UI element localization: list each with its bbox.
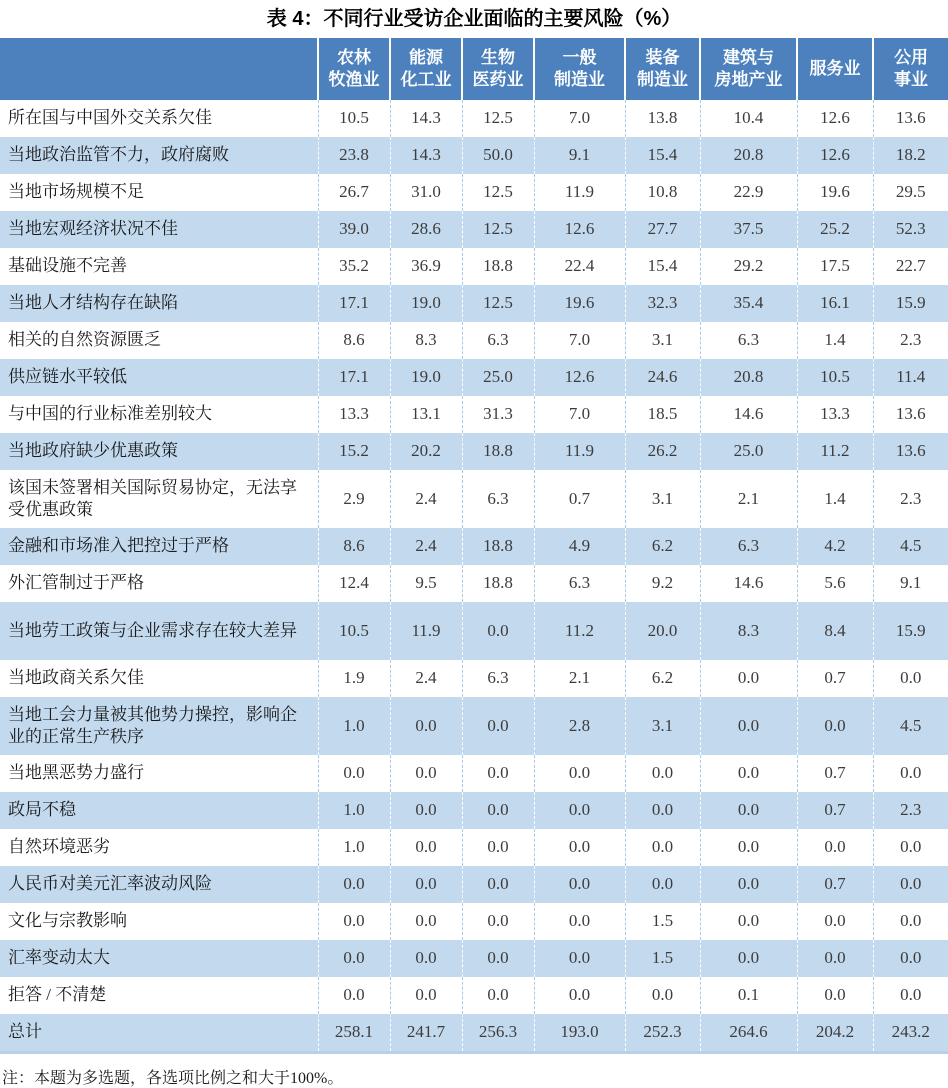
value-cell: 3.1	[625, 697, 700, 755]
value-cell: 35.2	[318, 248, 390, 285]
value-cell: 252.3	[625, 1014, 700, 1053]
value-cell: 0.0	[390, 697, 462, 755]
value-cell: 4.5	[873, 697, 948, 755]
value-cell: 25.0	[462, 359, 534, 396]
column-header-line: 医药业	[472, 70, 524, 89]
value-cell: 32.3	[625, 285, 700, 322]
data-row	[0, 660, 948, 697]
row-label: 当地工会力量被其他势力操控，影响企业的正常生产秩序	[8, 704, 297, 746]
value-cell: 1.0	[318, 829, 390, 866]
row-label: 汇率变动太大	[8, 948, 110, 968]
value-cell: 0.7	[797, 866, 873, 903]
value-cell: 18.8	[462, 565, 534, 602]
value-cell: 3.1	[625, 470, 700, 528]
value-cell: 6.3	[462, 660, 534, 697]
value-cell: 6.3	[462, 322, 534, 359]
value-cell: 14.3	[390, 100, 462, 137]
data-row	[0, 903, 948, 940]
value-cell: 9.1	[534, 137, 625, 174]
value-cell: 0.7	[534, 470, 625, 528]
value-cell: 204.2	[797, 1014, 873, 1053]
footnote: 注：本题为多选题，各选项比例之和大于100%。	[2, 1070, 344, 1087]
value-cell: 0.0	[462, 977, 534, 1014]
value-cell: 2.3	[873, 792, 948, 829]
value-cell: 26.7	[318, 174, 390, 211]
row-label: 外汇管制过于严格	[8, 573, 144, 593]
value-cell: 0.0	[462, 755, 534, 792]
value-cell: 2.4	[390, 528, 462, 565]
value-cell: 25.2	[797, 211, 873, 248]
value-cell: 12.5	[462, 211, 534, 248]
value-cell: 3.1	[625, 322, 700, 359]
value-cell: 1.0	[318, 697, 390, 755]
column-header-line: 事业	[894, 70, 928, 89]
value-cell: 0.0	[462, 697, 534, 755]
value-cell: 4.5	[873, 528, 948, 565]
value-cell: 12.5	[462, 174, 534, 211]
row-label-column-header	[0, 38, 318, 100]
value-cell: 0.0	[318, 903, 390, 940]
value-cell: 12.6	[797, 100, 873, 137]
value-cell: 1.4	[797, 322, 873, 359]
data-row	[0, 359, 948, 396]
value-cell: 0.0	[625, 977, 700, 1014]
value-cell: 39.0	[318, 211, 390, 248]
value-cell: 264.6	[700, 1014, 797, 1053]
value-cell: 17.1	[318, 285, 390, 322]
column-header	[534, 38, 625, 100]
value-cell: 27.7	[625, 211, 700, 248]
value-cell: 0.0	[873, 903, 948, 940]
value-cell: 0.0	[318, 977, 390, 1014]
value-cell: 0.0	[318, 940, 390, 977]
value-cell: 193.0	[534, 1014, 625, 1053]
value-cell: 256.3	[462, 1014, 534, 1053]
value-cell: 0.0	[873, 660, 948, 697]
value-cell: 0.7	[797, 660, 873, 697]
column-header-line: 化工业	[400, 70, 452, 89]
data-row	[0, 285, 948, 322]
value-cell: 0.7	[797, 755, 873, 792]
value-cell: 0.0	[390, 792, 462, 829]
value-cell: 13.8	[625, 100, 700, 137]
value-cell: 11.9	[390, 602, 462, 660]
data-row	[0, 433, 948, 470]
value-cell: 1.9	[318, 660, 390, 697]
value-cell: 14.6	[700, 396, 797, 433]
value-cell: 0.0	[390, 903, 462, 940]
value-cell: 0.0	[534, 755, 625, 792]
value-cell: 1.0	[318, 792, 390, 829]
value-cell: 18.5	[625, 396, 700, 433]
value-cell: 258.1	[318, 1014, 390, 1053]
value-cell: 0.0	[625, 755, 700, 792]
row-label: 当地政商关系欠佳	[8, 668, 144, 688]
column-header-line: 制造业	[554, 70, 605, 89]
value-cell: 13.3	[797, 396, 873, 433]
data-row	[0, 755, 948, 792]
column-header-line: 制造业	[637, 70, 688, 89]
value-cell: 24.6	[625, 359, 700, 396]
value-cell: 0.0	[390, 866, 462, 903]
value-cell: 2.9	[318, 470, 390, 528]
data-row	[0, 565, 948, 602]
value-cell: 2.1	[534, 660, 625, 697]
value-cell: 19.0	[390, 285, 462, 322]
value-cell: 1.5	[625, 940, 700, 977]
value-cell: 9.1	[873, 565, 948, 602]
value-cell: 5.6	[797, 565, 873, 602]
value-cell: 0.1	[700, 977, 797, 1014]
value-cell: 25.0	[700, 433, 797, 470]
value-cell: 35.4	[700, 285, 797, 322]
row-label: 当地政治监管不力，政府腐败	[8, 145, 229, 165]
value-cell: 9.2	[625, 565, 700, 602]
value-cell: 6.3	[700, 528, 797, 565]
value-cell: 4.9	[534, 528, 625, 565]
value-cell: 15.9	[873, 602, 948, 660]
value-cell: 0.0	[462, 903, 534, 940]
value-cell: 0.0	[534, 792, 625, 829]
column-header	[625, 38, 700, 100]
data-row	[0, 174, 948, 211]
row-label: 拒答 / 不清楚	[8, 985, 107, 1005]
data-row	[0, 211, 948, 248]
value-cell: 28.6	[390, 211, 462, 248]
value-cell: 0.0	[318, 755, 390, 792]
value-cell: 2.3	[873, 322, 948, 359]
value-cell: 0.0	[797, 977, 873, 1014]
value-cell: 12.6	[534, 359, 625, 396]
value-cell: 16.1	[797, 285, 873, 322]
table-header	[0, 38, 948, 100]
row-label: 自然环境恶劣	[8, 837, 110, 857]
value-cell: 11.9	[534, 433, 625, 470]
row-label: 当地宏观经济状况不佳	[8, 219, 178, 239]
column-header-line: 装备	[645, 47, 680, 67]
value-cell: 2.1	[700, 470, 797, 528]
row-label: 相关的自然资源匮乏	[8, 330, 161, 350]
value-cell: 15.9	[873, 285, 948, 322]
value-cell: 0.0	[625, 792, 700, 829]
value-cell: 10.5	[318, 100, 390, 137]
value-cell: 11.9	[534, 174, 625, 211]
value-cell: 13.6	[873, 433, 948, 470]
column-header	[797, 38, 873, 100]
column-header-line: 建筑与	[723, 47, 774, 67]
value-cell: 10.5	[318, 602, 390, 660]
value-cell: 0.0	[700, 660, 797, 697]
value-cell: 0.0	[873, 755, 948, 792]
column-header-line: 生物	[481, 47, 515, 67]
value-cell: 15.4	[625, 137, 700, 174]
value-cell: 1.4	[797, 470, 873, 528]
value-cell: 0.7	[797, 792, 873, 829]
value-cell: 4.2	[797, 528, 873, 565]
value-cell: 13.6	[873, 396, 948, 433]
table-body	[0, 100, 948, 1053]
value-cell: 17.1	[318, 359, 390, 396]
value-cell: 20.8	[700, 359, 797, 396]
value-cell: 0.0	[700, 697, 797, 755]
value-cell: 0.0	[797, 697, 873, 755]
value-cell: 8.6	[318, 322, 390, 359]
row-label: 总计	[0, 1014, 318, 1053]
value-cell: 0.0	[700, 903, 797, 940]
column-header-line: 公用	[894, 47, 928, 67]
value-cell: 6.3	[700, 322, 797, 359]
value-cell: 8.3	[390, 322, 462, 359]
value-cell: 6.2	[625, 528, 700, 565]
column-header-line: 能源	[409, 47, 443, 67]
value-cell: 0.0	[625, 866, 700, 903]
value-cell: 0.0	[534, 977, 625, 1014]
value-cell: 36.9	[390, 248, 462, 285]
value-cell: 37.5	[700, 211, 797, 248]
value-cell: 0.0	[462, 829, 534, 866]
value-cell: 0.0	[534, 866, 625, 903]
value-cell: 15.4	[625, 248, 700, 285]
value-cell: 6.2	[625, 660, 700, 697]
value-cell: 18.8	[462, 528, 534, 565]
value-cell: 2.4	[390, 660, 462, 697]
value-cell: 15.2	[318, 433, 390, 470]
row-label: 金融和市场准入把控过于严格	[8, 536, 229, 556]
row-label: 文化与宗教影响	[8, 911, 127, 931]
value-cell: 13.3	[318, 396, 390, 433]
data-row	[0, 697, 948, 755]
value-cell: 17.5	[797, 248, 873, 285]
value-cell: 23.8	[318, 137, 390, 174]
value-cell: 0.0	[390, 755, 462, 792]
value-cell: 2.3	[873, 470, 948, 528]
value-cell: 14.3	[390, 137, 462, 174]
risk-table	[0, 38, 948, 1054]
value-cell: 0.0	[700, 755, 797, 792]
value-cell: 7.0	[534, 396, 625, 433]
value-cell: 6.3	[462, 470, 534, 528]
value-cell: 12.6	[534, 211, 625, 248]
value-cell: 0.0	[873, 866, 948, 903]
column-header	[318, 38, 390, 100]
value-cell: 12.5	[462, 285, 534, 322]
row-label: 该国未签署相关国际贸易协定，无法享受优惠政策	[8, 477, 297, 519]
row-label: 政局不稳	[8, 800, 76, 820]
value-cell: 13.1	[390, 396, 462, 433]
value-cell: 0.0	[797, 903, 873, 940]
row-label: 基础设施不完善	[8, 256, 127, 276]
row-label: 与中国的行业标准差别较大	[8, 404, 212, 424]
value-cell: 7.0	[534, 100, 625, 137]
value-cell: 19.0	[390, 359, 462, 396]
value-cell: 2.4	[390, 470, 462, 528]
value-cell: 0.0	[873, 940, 948, 977]
value-cell: 10.8	[625, 174, 700, 211]
row-label: 当地黑恶势力盛行	[8, 763, 144, 783]
row-label: 当地政府缺少优惠政策	[8, 441, 178, 461]
value-cell: 12.6	[797, 137, 873, 174]
value-cell: 20.2	[390, 433, 462, 470]
value-cell: 241.7	[390, 1014, 462, 1053]
value-cell: 31.0	[390, 174, 462, 211]
column-header	[462, 38, 534, 100]
column-header	[390, 38, 462, 100]
value-cell: 0.0	[462, 866, 534, 903]
value-cell: 0.0	[700, 866, 797, 903]
row-label: 人民币对美元汇率波动风险	[8, 874, 212, 894]
column-header	[873, 38, 948, 100]
value-cell: 11.2	[534, 602, 625, 660]
data-row	[0, 470, 948, 528]
value-cell: 18.8	[462, 248, 534, 285]
data-row	[0, 248, 948, 285]
value-cell: 20.0	[625, 602, 700, 660]
value-cell: 0.0	[390, 940, 462, 977]
value-cell: 50.0	[462, 137, 534, 174]
value-cell: 0.0	[625, 829, 700, 866]
value-cell: 0.0	[390, 977, 462, 1014]
value-cell: 22.4	[534, 248, 625, 285]
value-cell: 11.4	[873, 359, 948, 396]
value-cell: 0.0	[390, 829, 462, 866]
value-cell: 9.5	[390, 565, 462, 602]
value-cell: 0.0	[700, 829, 797, 866]
value-cell: 0.0	[797, 940, 873, 977]
value-cell: 0.0	[462, 792, 534, 829]
data-row	[0, 100, 948, 137]
value-cell: 22.9	[700, 174, 797, 211]
value-cell: 2.8	[534, 697, 625, 755]
data-row	[0, 602, 948, 660]
value-cell: 8.4	[797, 602, 873, 660]
value-cell: 0.0	[797, 829, 873, 866]
row-label: 当地劳工政策与企业需求存在较大差异	[8, 620, 297, 640]
value-cell: 11.2	[797, 433, 873, 470]
value-cell: 0.0	[700, 792, 797, 829]
column-header-line: 服务业	[809, 58, 861, 78]
data-row	[0, 977, 948, 1014]
column-header	[700, 38, 797, 100]
value-cell: 10.5	[797, 359, 873, 396]
value-cell: 29.5	[873, 174, 948, 211]
value-cell: 8.6	[318, 528, 390, 565]
value-cell: 14.6	[700, 565, 797, 602]
value-cell: 12.5	[462, 100, 534, 137]
value-cell: 19.6	[797, 174, 873, 211]
value-cell: 243.2	[873, 1014, 948, 1053]
value-cell: 20.8	[700, 137, 797, 174]
data-row	[0, 866, 948, 903]
column-header-line: 农林	[337, 47, 371, 67]
column-header-line: 一般	[562, 47, 597, 67]
column-header-line: 房地产业	[714, 70, 783, 89]
value-cell: 0.0	[318, 866, 390, 903]
row-label: 所在国与中国外交关系欠佳	[8, 108, 212, 128]
value-cell: 7.0	[534, 322, 625, 359]
value-cell: 1.5	[625, 903, 700, 940]
value-cell: 29.2	[700, 248, 797, 285]
value-cell: 0.0	[873, 977, 948, 1014]
data-row	[0, 829, 948, 866]
row-label: 当地人才结构存在缺陷	[8, 293, 178, 313]
value-cell: 6.3	[534, 565, 625, 602]
value-cell: 0.0	[700, 940, 797, 977]
data-row	[0, 322, 948, 359]
data-row	[0, 528, 948, 565]
row-label: 当地市场规模不足	[8, 182, 144, 202]
data-row	[0, 137, 948, 174]
value-cell: 13.6	[873, 100, 948, 137]
total-row	[0, 1014, 948, 1053]
data-row	[0, 792, 948, 829]
value-cell: 12.4	[318, 565, 390, 602]
table-title: 表 4：不同行业受访企业面临的主要风险（%）	[266, 8, 682, 30]
data-row	[0, 940, 948, 977]
value-cell: 10.4	[700, 100, 797, 137]
column-header-line: 牧渔业	[328, 70, 380, 89]
value-cell: 52.3	[873, 211, 948, 248]
value-cell: 18.8	[462, 433, 534, 470]
value-cell: 31.3	[462, 396, 534, 433]
value-cell: 0.0	[873, 829, 948, 866]
value-cell: 0.0	[534, 903, 625, 940]
value-cell: 22.7	[873, 248, 948, 285]
value-cell: 0.0	[534, 940, 625, 977]
header-row	[0, 38, 948, 100]
row-label: 供应链水平较低	[8, 367, 127, 387]
data-row	[0, 396, 948, 433]
value-cell: 8.3	[700, 602, 797, 660]
value-cell: 0.0	[462, 940, 534, 977]
value-cell: 18.2	[873, 137, 948, 174]
value-cell: 0.0	[534, 829, 625, 866]
value-cell: 26.2	[625, 433, 700, 470]
value-cell: 0.0	[462, 602, 534, 660]
value-cell: 19.6	[534, 285, 625, 322]
